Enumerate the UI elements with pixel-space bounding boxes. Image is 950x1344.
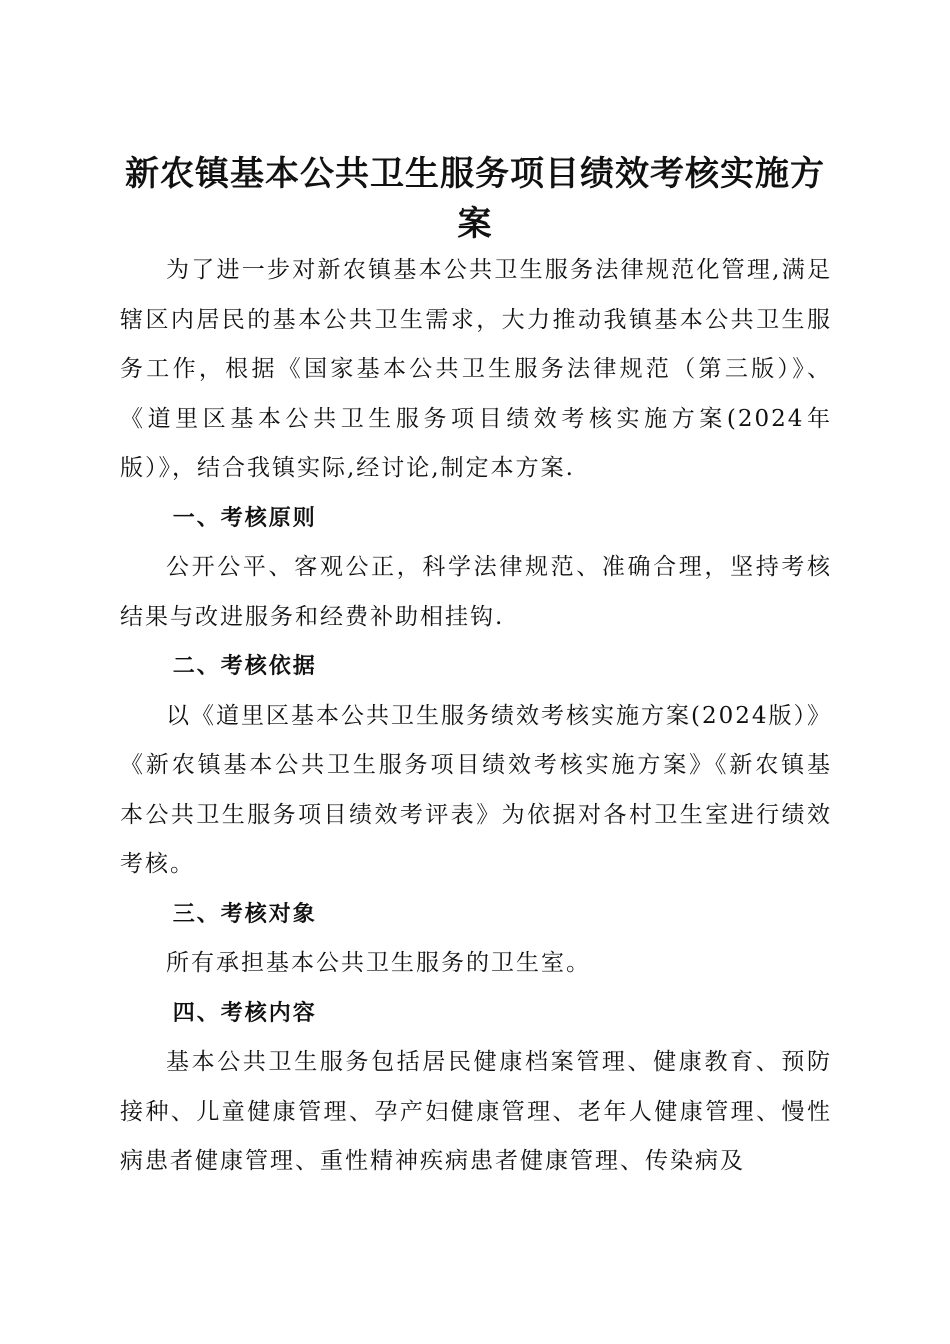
- section-heading-basis: 二、考核依据: [172, 654, 317, 679]
- document-body: [120, 246, 832, 1187]
- intro-paragraph: 为了进一步对新农镇基本公共卫生服务法律规范化管理,满足辖区内居民的基本公共卫生需求，大力推动我镇基本公共卫生服务工作，根据《国家基本公共卫生服务法律规范（第三版）》、《道里区基本公共卫生服务项目绩效考核实施方案(2024年版）》，结合我镇实际,经讨论,制定本方案.: [120, 257, 832, 481]
- section-heading-targets: 三、考核对象: [172, 901, 317, 927]
- section-heading-principles: 一、考核原则: [172, 505, 317, 531]
- document-title-line-1: 新农镇基本公共卫生服务项目绩效考核实施方: [125, 154, 825, 194]
- section-text-basis: 以《道里区基本公共卫生服务绩效考核实施方案(2024版）》《新农镇基本公共卫生服务项目绩效考核实施方案》《新农镇基本公共卫生服务项目绩效考评表》为依据对各村卫生室进行绩效考核。: [120, 702, 833, 877]
- section-heading-content: 四、考核内容: [172, 1000, 317, 1026]
- document-title-line-2: 案: [457, 204, 493, 244]
- section-text-content: 基本公共卫生服务包括居民健康档案管理、健康教育、预防接种、儿童健康管理、孕产妇健康管理、老年人健康管理、慢性病患者健康管理、重性精神疾病患者健康管理、传染病及: [120, 1049, 832, 1174]
- section-text-targets: 所有承担基本公共卫生服务的卫生室。: [166, 950, 591, 976]
- section-text-principles: 公开公平、客观公正，科学法律规范、准确合理，坚持考核结果与改进服务和经费补助相挂钩.: [120, 554, 832, 630]
